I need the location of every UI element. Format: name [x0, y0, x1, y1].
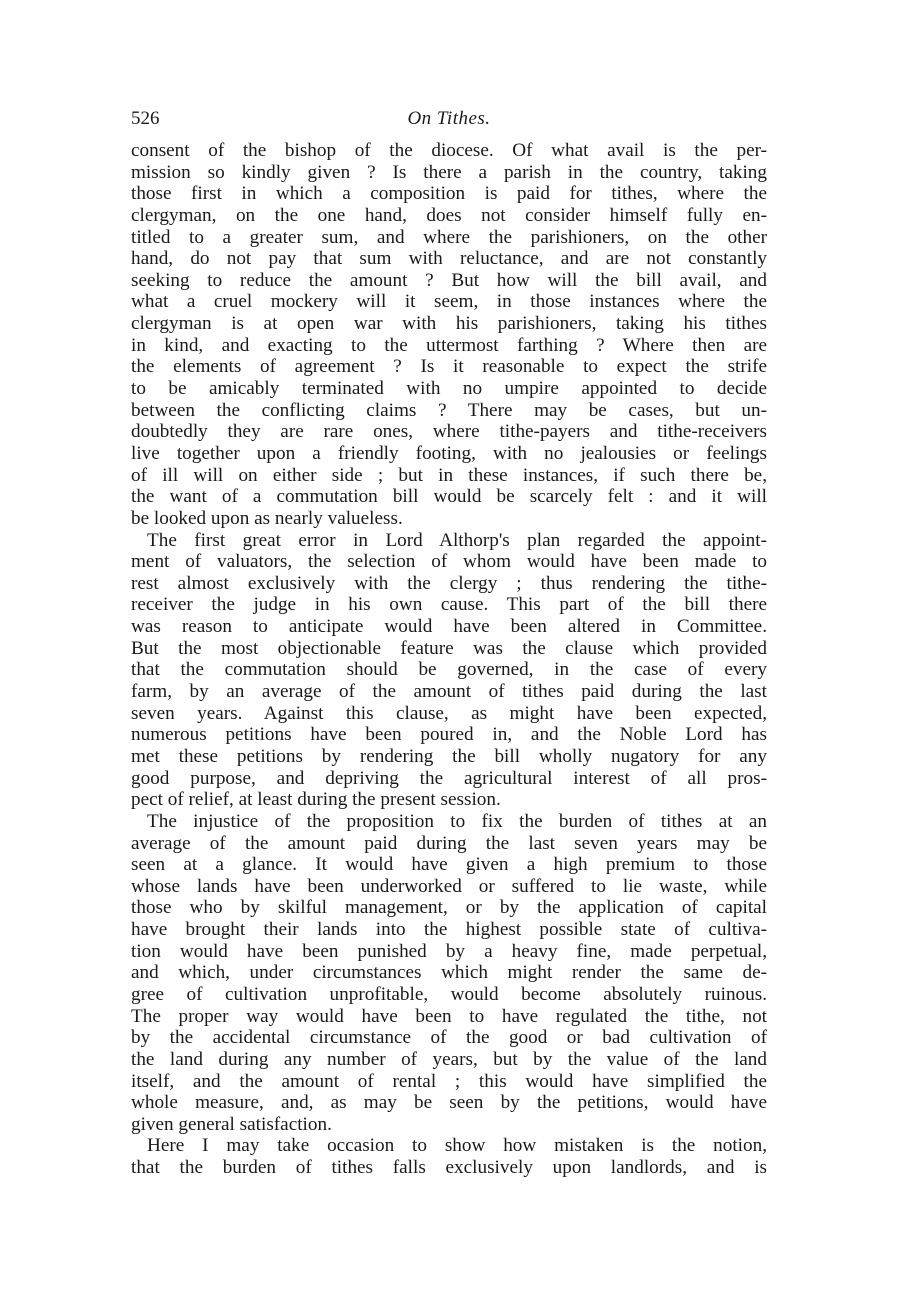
text-line: whose lands have been underworked or suffered to lie waste, while	[131, 875, 767, 897]
paragraph	[131, 1135, 767, 1178]
text-line: Here I may take occasion to show how mistaken is the notion,	[147, 1135, 767, 1157]
page-number: 526	[131, 108, 160, 129]
text-line: the elements of agreement ? Is it reasonable to expect the strife	[131, 356, 767, 378]
text-line: met these petitions by rendering the bill wholly nugatory for any	[131, 745, 767, 767]
text-line: tion would have been punished by a heavy fine, made perpetual,	[131, 940, 767, 962]
text-line: The injustice of the proposition to fix the burden of tithes at an	[147, 810, 767, 832]
text-line: seven years. Against this clause, as might have been expected,	[131, 702, 767, 724]
text-line: seeking to reduce the amount ? But how will the bill avail, and	[131, 269, 767, 291]
text-line: live together upon a friendly footing, with no jealousies or feelings	[131, 442, 767, 464]
text-line: pect of relief, at least during the present session.	[131, 789, 501, 811]
text-line: those first in which a composition is paid for tithes, where the	[131, 183, 767, 205]
text-line: have brought their lands into the highest possible state of cultiva-	[131, 919, 767, 941]
text-line: be looked upon as nearly valueless.	[131, 507, 403, 529]
text-line: gree of cultivation unprofitable, would become absolutely ruinous.	[131, 983, 767, 1005]
text-line: seen at a glance. It would have given a high premium to those	[131, 854, 767, 876]
text-line: ment of valuators, the selection of whom would have been made to	[131, 551, 767, 573]
text-line: The first great error in Lord Althorp's plan regarded the appoint-	[147, 529, 767, 551]
paragraph	[131, 530, 767, 811]
text-line: what a cruel mockery will it seem, in those instances where the	[131, 291, 767, 313]
text-line: to be amicably terminated with no umpire appointed to decide	[131, 378, 767, 400]
text-line: and which, under circumstances which might render the same de-	[131, 962, 767, 984]
running-title: On Tithes.	[407, 108, 491, 129]
text-line: given general satisfaction.	[131, 1113, 332, 1135]
paragraph	[131, 140, 767, 530]
text-line: that the burden of tithes falls exclusively upon landlords, and is	[131, 1157, 767, 1179]
text-line: whole measure, and, as may be seen by the petitions, would have	[131, 1092, 767, 1114]
text-line: the want of a commutation bill would be scarcely felt : and it will	[131, 486, 767, 508]
text-line: consent of the bishop of the diocese. Of what avail is the per-	[131, 140, 767, 161]
text-line: between the conflicting claims ? There may be cases, but un-	[131, 399, 767, 421]
text-line: rest almost exclusively with the clergy ; thus rendering the tithe-	[131, 572, 767, 594]
text-line: farm, by an average of the amount of tithes paid during the last	[131, 681, 767, 703]
text-line: The proper way would have been to have regulated the tithe, not	[131, 1005, 767, 1027]
text-line: by the accidental circumstance of the good or bad cultivation of	[131, 1027, 767, 1049]
text-line: of ill will on either side ; but in these instances, if such there be,	[131, 464, 767, 486]
page-header	[131, 108, 767, 134]
text-line: those who by skilful management, or by the application of capital	[131, 897, 767, 919]
text-line: receiver the judge in his own cause. This part of the bill there	[131, 594, 767, 616]
body-text	[131, 140, 767, 1179]
text-line: doubtedly they are rare ones, where tithe-payers and tithe-receivers	[131, 421, 767, 443]
text-line: clergyman is at open war with his parishioners, taking his tithes	[131, 313, 767, 335]
text-line: the land during any number of years, but by the value of the land	[131, 1048, 767, 1070]
text-line: average of the amount paid during the last seven years may be	[131, 832, 767, 854]
text-line: that the commutation should be governed, in the case of every	[131, 659, 767, 681]
text-line: titled to a greater sum, and where the parishioners, on the other	[131, 226, 767, 248]
text-line: hand, do not pay that sum with reluctance, and are not constantly	[131, 248, 767, 270]
text-line: good purpose, and depriving the agricultural interest of all pros-	[131, 767, 767, 789]
text-line: itself, and the amount of rental ; this would have simplified the	[131, 1070, 767, 1092]
text-line: But the most objectionable feature was the clause which provided	[131, 637, 767, 659]
text-line: clergyman, on the one hand, does not consider himself fully en-	[131, 204, 767, 226]
paragraph	[131, 811, 767, 1136]
text-line: in kind, and exacting to the uttermost farthing ? Where then are	[131, 334, 767, 356]
text-line: mission so kindly given ? Is there a parish in the country, taking	[131, 161, 767, 183]
text-line: numerous petitions have been poured in, and the Noble Lord has	[131, 724, 767, 746]
text-line: was reason to anticipate would have been altered in Committee.	[131, 616, 767, 638]
